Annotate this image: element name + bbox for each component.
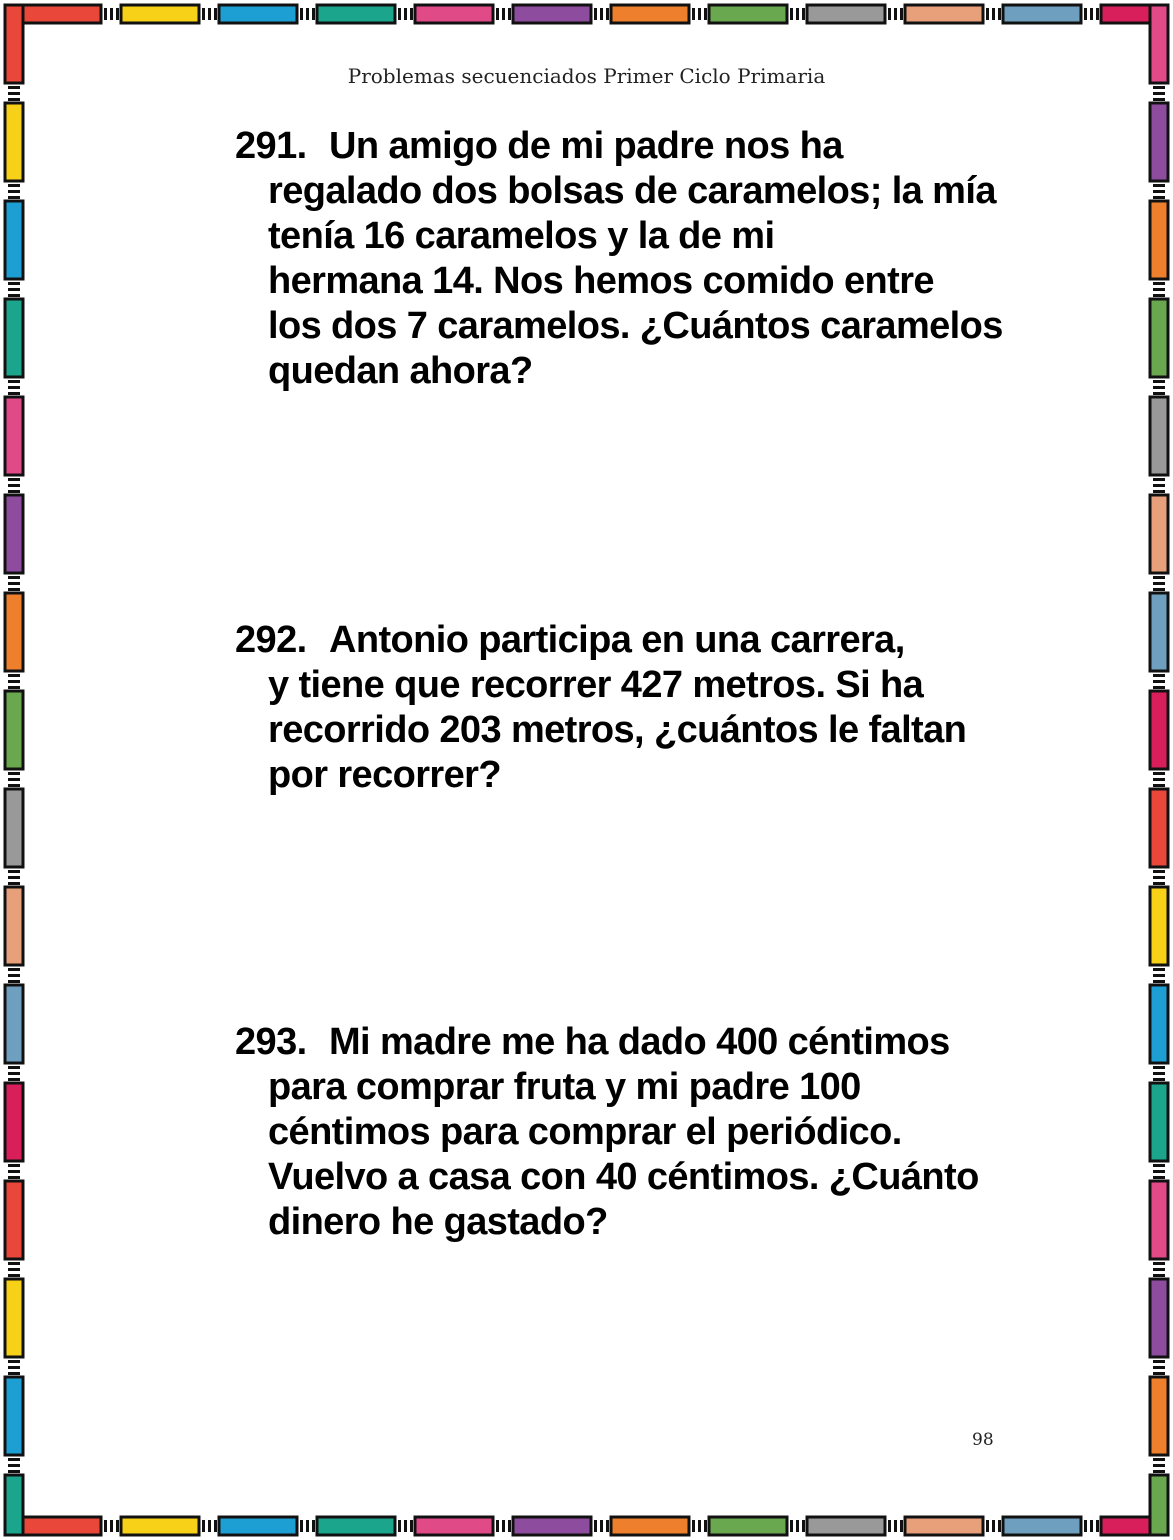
problem-line	[235, 618, 995, 663]
border-separator	[8, 980, 20, 983]
border-separator	[698, 8, 701, 20]
border-segment	[5, 1083, 23, 1161]
border-separator	[116, 8, 119, 20]
problem-line: recorrido 203 metros, ¿cuántos le faltan	[268, 709, 967, 751]
border-segment	[1101, 5, 1150, 23]
border-separator	[1153, 288, 1165, 291]
problem-line: y tiene que recorrer 427 metros. Si ha	[268, 664, 924, 706]
border-separator	[8, 484, 20, 487]
border-separator	[1153, 1262, 1165, 1265]
border-segment	[23, 5, 101, 23]
border-separator	[992, 8, 995, 20]
border-separator	[1153, 92, 1165, 95]
border-separator	[8, 784, 20, 787]
border-segment	[611, 5, 689, 23]
border-separator	[900, 1520, 903, 1532]
border-segment	[1150, 495, 1168, 573]
border-separator	[992, 1520, 995, 1532]
border-separator	[1153, 784, 1165, 787]
border-separator	[110, 8, 113, 20]
border-separator	[1153, 1072, 1165, 1075]
border-segment	[1150, 887, 1168, 965]
border-separator	[8, 772, 20, 775]
border-separator	[8, 1164, 20, 1167]
border-segment	[5, 1279, 23, 1357]
border-segment	[1003, 5, 1081, 23]
border-separator	[8, 1470, 20, 1473]
border-separator	[1096, 8, 1099, 20]
border-separator	[8, 294, 20, 297]
border-segment	[5, 397, 23, 475]
border-separator	[1153, 974, 1165, 977]
border-separator	[8, 190, 20, 193]
border-separator	[8, 876, 20, 879]
border-separator	[1153, 478, 1165, 481]
border-separator	[1153, 680, 1165, 683]
border-separator	[410, 8, 413, 20]
border-separator	[1153, 876, 1165, 879]
border-separator	[1153, 1066, 1165, 1069]
border-separator	[900, 8, 903, 20]
border-segment	[121, 5, 199, 23]
border-segment	[1150, 1181, 1168, 1259]
border-separator	[1153, 380, 1165, 383]
border-separator	[8, 1262, 20, 1265]
border-separator	[1090, 8, 1093, 20]
border-segment	[1150, 299, 1168, 377]
border-separator	[986, 1520, 989, 1532]
border-separator	[8, 576, 20, 579]
border-separator	[894, 8, 897, 20]
border-separator	[1153, 576, 1165, 579]
border-separator	[8, 778, 20, 781]
border-separator	[8, 968, 20, 971]
border-separator	[306, 1520, 309, 1532]
border-separator	[300, 8, 303, 20]
border-separator	[1153, 1366, 1165, 1369]
border-separator	[1153, 772, 1165, 775]
border-separator	[8, 686, 20, 689]
border-separator	[398, 8, 401, 20]
border-separator	[8, 386, 20, 389]
problem-number: 292.	[235, 619, 307, 661]
border-separator	[1153, 1170, 1165, 1173]
problem-text: Mi madre me ha dado 400 céntimos	[329, 1021, 950, 1063]
border-separator	[1084, 1520, 1087, 1532]
border-separator	[600, 8, 603, 20]
border-segment	[709, 1517, 787, 1535]
border-segment	[317, 5, 395, 23]
border-separator	[704, 8, 707, 20]
border-separator	[802, 1520, 805, 1532]
border-separator	[1153, 582, 1165, 585]
border-segment	[709, 5, 787, 23]
border-separator	[1153, 1274, 1165, 1277]
border-separator	[1153, 1078, 1165, 1081]
border-segment	[5, 593, 23, 671]
border-separator	[502, 8, 505, 20]
border-separator	[8, 1078, 20, 1081]
border-separator	[796, 1520, 799, 1532]
border-separator	[1090, 1520, 1093, 1532]
border-separator	[404, 1520, 407, 1532]
border-separator	[1153, 294, 1165, 297]
border-segment	[513, 1517, 591, 1535]
problem-line: para comprar fruta y mi padre 100	[268, 1066, 861, 1108]
border-separator	[306, 8, 309, 20]
border-segment	[5, 789, 23, 867]
border-segment	[317, 1517, 395, 1535]
border-separator	[1153, 588, 1165, 591]
border-separator	[1153, 484, 1165, 487]
border-separator	[8, 974, 20, 977]
border-segment	[415, 1517, 493, 1535]
problem-line: por recorrer?	[268, 754, 501, 796]
border-separator	[1153, 1372, 1165, 1375]
border-separator	[8, 92, 20, 95]
border-separator	[496, 8, 499, 20]
border-segment	[219, 1517, 297, 1535]
border-separator	[1153, 1464, 1165, 1467]
border-separator	[208, 8, 211, 20]
border-separator	[894, 1520, 897, 1532]
border-segment	[1150, 201, 1168, 279]
border-separator	[986, 8, 989, 20]
border-separator	[606, 8, 609, 20]
border-segment	[807, 1517, 885, 1535]
border-segment	[5, 495, 23, 573]
border-separator	[508, 1520, 511, 1532]
problem-292	[235, 618, 995, 798]
border-separator	[8, 1066, 20, 1069]
border-separator	[600, 1520, 603, 1532]
border-segment	[1150, 1083, 1168, 1161]
problem-text: Antonio participa en una carrera,	[329, 619, 905, 661]
border-separator	[888, 1520, 891, 1532]
border-separator	[8, 1176, 20, 1179]
border-segment	[5, 887, 23, 965]
border-segment	[1003, 1517, 1081, 1535]
border-separator	[8, 1072, 20, 1075]
border-separator	[508, 8, 511, 20]
border-segment	[1150, 985, 1168, 1063]
border-separator	[8, 288, 20, 291]
border-segment	[1150, 103, 1168, 181]
border-separator	[1153, 392, 1165, 395]
border-separator	[1153, 1458, 1165, 1461]
border-separator	[8, 1366, 20, 1369]
problem-293	[235, 1020, 995, 1245]
border-segment	[219, 5, 297, 23]
border-segment	[1150, 789, 1168, 867]
border-separator	[8, 680, 20, 683]
border-segment	[5, 1181, 23, 1259]
border-separator	[8, 1372, 20, 1375]
border-separator	[8, 1464, 20, 1467]
border-separator	[104, 8, 107, 20]
border-separator	[1153, 190, 1165, 193]
border-separator	[692, 1520, 695, 1532]
border-separator	[502, 1520, 505, 1532]
border-separator	[1084, 8, 1087, 20]
problem-line	[235, 124, 995, 169]
border-separator	[1153, 882, 1165, 885]
border-separator	[594, 1520, 597, 1532]
problem-line: céntimos para comprar el periódico.	[268, 1111, 902, 1153]
border-separator	[8, 1268, 20, 1271]
border-separator	[692, 8, 695, 20]
border-separator	[1153, 778, 1165, 781]
border-separator	[802, 8, 805, 20]
border-separator	[1153, 686, 1165, 689]
border-segment	[1150, 1377, 1168, 1455]
border-separator	[998, 1520, 1001, 1532]
border-separator	[1153, 1360, 1165, 1363]
border-separator	[8, 582, 20, 585]
page-number: 98	[972, 1430, 994, 1450]
problem-line	[235, 1020, 995, 1065]
border-separator	[208, 1520, 211, 1532]
border-separator	[1153, 490, 1165, 493]
problem-number: 293.	[235, 1021, 307, 1063]
border-separator	[8, 184, 20, 187]
problem-number: 291.	[235, 125, 307, 167]
border-separator	[8, 588, 20, 591]
border-segment	[415, 5, 493, 23]
border-separator	[1096, 1520, 1099, 1532]
border-separator	[1153, 98, 1165, 101]
border-separator	[1153, 1268, 1165, 1271]
border-separator	[312, 8, 315, 20]
border-separator	[104, 1520, 107, 1532]
border-segment	[5, 691, 23, 769]
border-separator	[202, 8, 205, 20]
border-separator	[1153, 1164, 1165, 1167]
border-separator	[214, 1520, 217, 1532]
border-separator	[404, 8, 407, 20]
problem-line: hermana 14. Nos hemos comido entre	[268, 260, 934, 302]
border-segment	[905, 5, 983, 23]
problem-text: Un amigo de mi padre nos ha	[329, 125, 843, 167]
border-separator	[1153, 1470, 1165, 1473]
border-segment	[807, 5, 885, 23]
border-separator	[704, 1520, 707, 1532]
border-separator	[202, 1520, 205, 1532]
border-separator	[8, 870, 20, 873]
border-separator	[1153, 674, 1165, 677]
border-separator	[116, 1520, 119, 1532]
border-separator	[1153, 1176, 1165, 1179]
border-separator	[790, 1520, 793, 1532]
border-separator	[8, 1360, 20, 1363]
border-separator	[1153, 282, 1165, 285]
border-separator	[8, 1170, 20, 1173]
border-segment	[5, 1475, 23, 1535]
border-separator	[8, 196, 20, 199]
page-header-title: Problemas secuenciados Primer Ciclo Primaria	[347, 64, 826, 88]
border-separator	[214, 8, 217, 20]
border-segment	[1150, 397, 1168, 475]
border-separator	[8, 490, 20, 493]
border-separator	[1153, 980, 1165, 983]
border-separator	[1153, 196, 1165, 199]
border-segment	[5, 201, 23, 279]
problem-291	[235, 124, 1003, 394]
problem-line: dinero he gastado?	[268, 1201, 608, 1243]
problem-line: los dos 7 caramelos. ¿Cuántos caramelos	[268, 305, 1003, 347]
border-separator	[8, 1458, 20, 1461]
border-separator	[1153, 870, 1165, 873]
border-segment	[5, 299, 23, 377]
border-separator	[8, 98, 20, 101]
border-segment	[1150, 1475, 1168, 1535]
border-separator	[496, 1520, 499, 1532]
border-separator	[300, 1520, 303, 1532]
border-separator	[312, 1520, 315, 1532]
border-separator	[398, 1520, 401, 1532]
border-segment	[1101, 1517, 1150, 1535]
border-separator	[8, 1274, 20, 1277]
border-separator	[888, 8, 891, 20]
problem-line: tenía 16 caramelos y la de mi	[268, 215, 775, 257]
problem-line: regalado dos bolsas de caramelos; la mía	[268, 170, 996, 212]
border-separator	[796, 8, 799, 20]
border-segment	[121, 1517, 199, 1535]
border-separator	[998, 8, 1001, 20]
border-separator	[606, 1520, 609, 1532]
border-segment	[1150, 691, 1168, 769]
border-segment	[513, 5, 591, 23]
border-separator	[8, 478, 20, 481]
border-separator	[8, 282, 20, 285]
border-segment	[5, 103, 23, 181]
border-separator	[8, 380, 20, 383]
border-separator	[8, 392, 20, 395]
border-separator	[698, 1520, 701, 1532]
border-segment	[611, 1517, 689, 1535]
problem-line: quedan ahora?	[268, 350, 533, 392]
problem-line: Vuelvo a casa con 40 céntimos. ¿Cuánto	[268, 1156, 979, 1198]
border-separator	[594, 8, 597, 20]
border-separator	[8, 882, 20, 885]
border-segment	[905, 1517, 983, 1535]
border-separator	[1153, 184, 1165, 187]
border-segment	[5, 1377, 23, 1455]
border-separator	[1153, 386, 1165, 389]
border-segment	[5, 985, 23, 1063]
border-segment	[1150, 593, 1168, 671]
border-segment	[23, 1517, 101, 1535]
border-separator	[8, 674, 20, 677]
border-separator	[410, 1520, 413, 1532]
border-segment	[1150, 1279, 1168, 1357]
border-separator	[1153, 968, 1165, 971]
border-separator	[790, 8, 793, 20]
border-separator	[110, 1520, 113, 1532]
